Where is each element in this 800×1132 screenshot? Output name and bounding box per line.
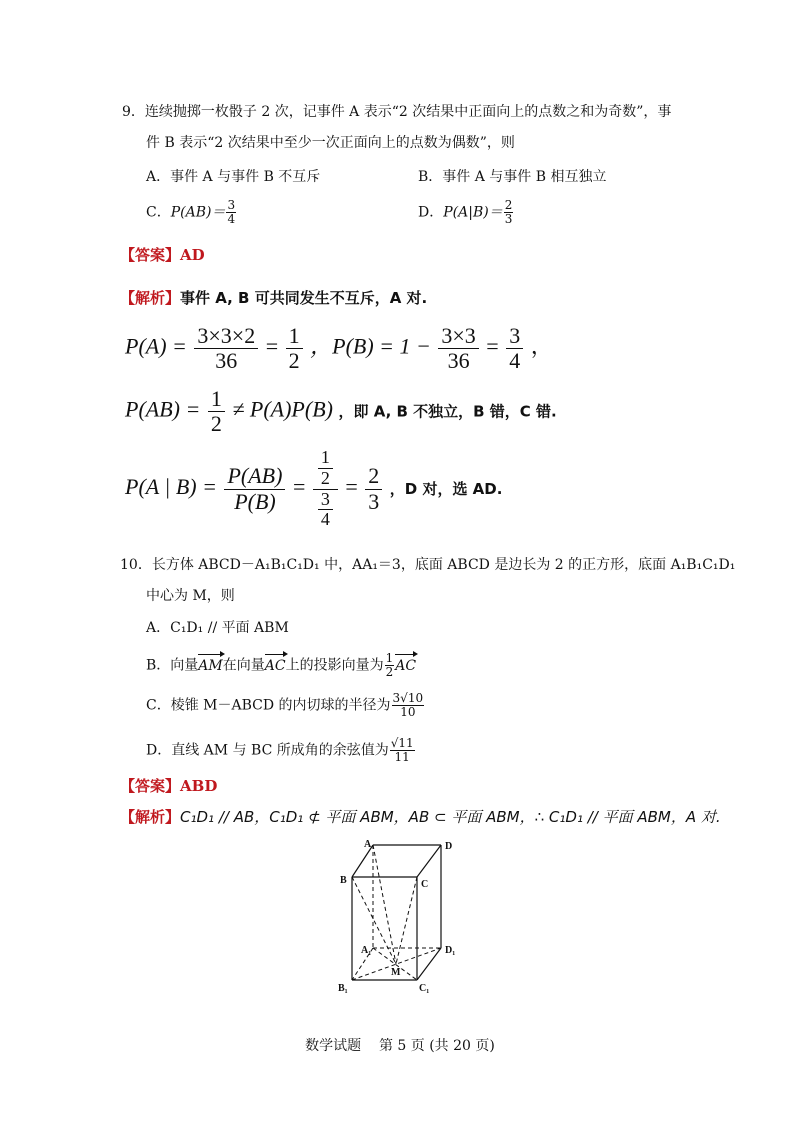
page-footer: 数学试题 第 5 页 (共 20 页) <box>305 1038 495 1054</box>
q9-stem-line1: 9．连续抛掷一枚骰子 2 次，记事件 A 表示“2 次结果中正面向上的点数之和为奇数”，事 <box>122 104 672 120</box>
q9-equation-1: P(A) = $\frac{3\times 3\times 2}{36}$ = $\frac{1}{2}$ ，P(B) = 1 − $\frac{3\times 3}{36}$ = $\frac{3}{4}$ ， <box>125 323 553 374</box>
q9-answer: 【答案】AD <box>120 246 205 264</box>
q9-equation-2: P(AB) = $\frac{1}{2}$ ≠ P(A)P(B) ，即 A, B 不独立，B 错，C 错. <box>125 386 557 437</box>
q9-option-a: A．事件 A 与事件 B 不互斥 <box>146 169 321 185</box>
figure-label-b: B <box>340 875 347 886</box>
q9-stem-line2: 件 B 表示“2 次结果中至少一次正面向上的点数为偶数”，则 <box>146 135 515 151</box>
figure-label-c1: C₁ <box>419 983 430 994</box>
figure-label-c: C <box>421 879 429 890</box>
q10-option-a: A．C₁D₁ // 平面 ABM <box>146 620 289 636</box>
q10-analysis-line1: 【解析】C₁D₁ // AB，C₁D₁ ⊄ 平面 ABM，AB ⊂ 平面 ABM，∴ C₁D₁ // 平面 ABM，A 对. <box>120 808 721 826</box>
q10-option-d: D．直线 AM 与 BC 所成角的余弦值为 $\frac{√11}{11}$ <box>146 736 414 764</box>
figure-label-d: D <box>445 841 453 852</box>
q10-stem-line1: 10．长方体 ABCD－A₁B₁C₁D₁ 中，AA₁＝3，底面 ABCD 是边长为 2 的正方形，底面 A₁B₁C₁D₁ <box>120 557 736 573</box>
q10-stem-line2: 中心为 M，则 <box>146 588 235 604</box>
figure-label-m: M <box>391 967 401 978</box>
q10-option-b: B．向量AM在向量AC上的投影向量为 $\frac{1}{2}$ AC <box>146 651 417 679</box>
q10-answer: 【答案】ABD <box>120 777 218 795</box>
figure-label-d1: D₁ <box>445 945 456 956</box>
q9-analysis-line1: 【解析】事件 A, B 可共同发生不互斥，A 对. <box>120 289 428 307</box>
figure-label-a: A <box>364 839 372 850</box>
figure-label-b1: B₁ <box>338 983 348 994</box>
figure-label-a1: A₁ <box>361 945 372 956</box>
q9-option-c: C．P(AB)＝ $\frac{3}{4}$ <box>146 198 236 226</box>
q9-equation-3: P(A | B) = $\frac{P(AB)}{P(B)}$ = $\frac{\frac{1}{2}}{\frac{3}{4}}$ = $\frac{2}{3}$ ，D 对，选 AD. <box>125 447 503 530</box>
cuboid-figure <box>330 835 470 1000</box>
q9-option-b: B．事件 A 与事件 B 相互独立 <box>418 169 607 185</box>
q10-option-c: C．棱锥 M－ABCD 的内切球的半径为 $\frac{3√10}{10}$ <box>146 691 424 719</box>
q9-option-d: D．P(A|B)＝ $\frac{2}{3}$ <box>418 198 513 226</box>
